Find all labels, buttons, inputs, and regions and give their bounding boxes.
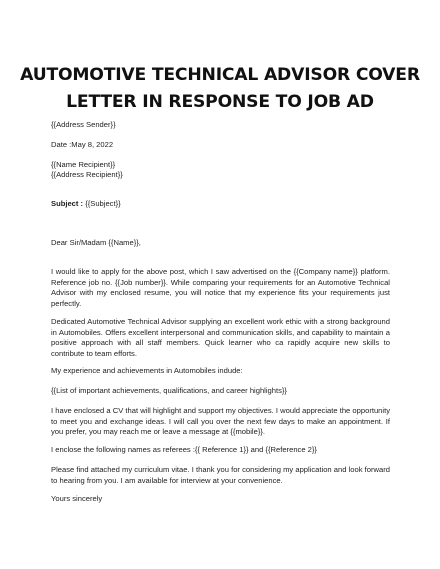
recipient-address: {{Address Recipient}} xyxy=(51,170,123,179)
document-title xyxy=(20,62,420,116)
closing-signoff: Yours sincerely xyxy=(51,494,103,503)
paragraph-closing-remarks: Please find attached my curriculum vitae. I thank you for considering my application and look forward to hearing from you. I am available for interview at your convenience. xyxy=(51,465,390,485)
salutation: Dear Sir/Madam {{Name}}, xyxy=(51,238,141,247)
date-line xyxy=(51,140,390,151)
recipient-name: {{Name Recipient}} xyxy=(51,160,116,169)
subject-value: {{Subject}} xyxy=(83,199,121,208)
title-line-1: AUTOMOTIVE TECHNICAL ADVISOR COVER xyxy=(20,65,420,85)
date-value: May 8, 2022 xyxy=(71,140,114,149)
paragraph-achievements: {{List of important achievements, qualifications, and career highlights}} xyxy=(51,386,287,395)
paragraph-application: I would like to apply for the above post, which I saw advertised on the {{Company name}} platform. Reference job no. {{Job number}}. While comparing your requirements for an Automotive Technical Advisor with my enclosed resume, you will notice that my experience fits your requirements just perfectly. xyxy=(51,267,390,308)
paragraph-cv: I have enclosed a CV that will highlight and support my objectives. I would appreciate the opportunity to meet you and exchange ideas. I will call you over the next few days to make an appointment. If you prefer, you may reach me or leave a message at {{mobile}}. xyxy=(51,406,390,437)
title-line-2: LETTER IN RESPONSE TO JOB AD xyxy=(66,92,374,112)
date-label: Date : xyxy=(51,140,72,149)
subject-label: Subject : xyxy=(51,199,84,208)
paragraph-profile: Dedicated Automotive Technical Advisor supplying an excellent work ethic with a strong background in Automobiles. Offers excellent interpersonal and communication skills, and capability to maintain a positive approach with all staff members. Quick learner who ca rapidly acquire new skills to contribute to team efforts. xyxy=(51,317,390,358)
paragraph-referees: I enclose the following names as referees :{{ Reference 1}} and {{Reference 2}} xyxy=(51,445,317,454)
sender-address: {{Address Sender}} xyxy=(51,120,116,129)
subject-line xyxy=(51,199,390,210)
paragraph-experience-intro: My experience and achievements in Automobiles indude: xyxy=(51,366,243,375)
